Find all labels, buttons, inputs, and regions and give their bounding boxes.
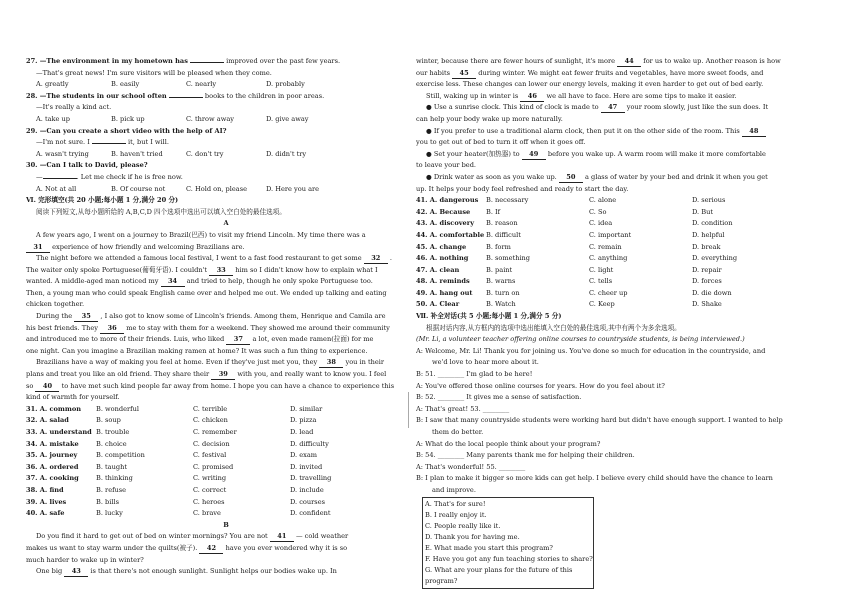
choice-option[interactable]: B. paint xyxy=(486,265,513,274)
answer-blank[interactable]: 42 xyxy=(199,544,223,554)
choice-row xyxy=(416,230,816,242)
choice-option[interactable]: 39. A. lives xyxy=(26,497,67,506)
answer-blank[interactable]: 41 xyxy=(270,532,294,542)
passage-text: experience of how friendly and welcoming Brazilians are. xyxy=(52,242,245,251)
choice-option[interactable]: C. So xyxy=(589,207,607,216)
answer-blank[interactable]: 43 xyxy=(64,567,88,577)
choice-option[interactable]: C. writing xyxy=(193,474,227,483)
passage-text: before you wake up. A warm room will make it more comfortable xyxy=(547,149,766,158)
passage-text: you to get out of bed to turn it off when it goes off. xyxy=(416,138,586,147)
passage-line xyxy=(26,369,426,381)
choice-option[interactable]: 47. A. clean xyxy=(416,265,460,274)
passage-text: our habits xyxy=(416,68,451,77)
passage-text: we all have to face. Here are some tips to make it easier. xyxy=(546,91,737,100)
passage-text: a glass of water by your bed and drink it when you get xyxy=(585,172,768,181)
passage-text: One big xyxy=(36,567,63,576)
choice-option[interactable]: 43. A. discovery xyxy=(416,219,475,228)
dialogue-line: B: I saw that many countryside students were working hard but didn't have enough support. I wanted to help xyxy=(416,416,783,425)
passage-text: . xyxy=(389,254,392,263)
choice-option[interactable]: B. difficult xyxy=(486,230,521,239)
answer-blank[interactable]: 45 xyxy=(452,69,476,79)
choice-option[interactable]: C. remain xyxy=(589,242,622,251)
choice-option[interactable]: C. Keep xyxy=(589,300,615,309)
passage-text: chicken together. xyxy=(26,300,85,309)
choice-option[interactable]: D. travelling xyxy=(290,474,332,483)
dialogue-line: B: 54. ________ Many parents thank me for helping their children. xyxy=(416,451,635,460)
choice-option[interactable]: 46. A. nothing xyxy=(416,254,469,263)
passage-line xyxy=(416,102,816,114)
choice-row xyxy=(416,276,816,288)
q27-reply: —That's great news! I'm sure visitors will be pleased when they come. xyxy=(36,68,272,77)
passage-text: your room slowly, just like the sun does. It xyxy=(626,103,769,112)
q28-stem: 28. —The students in our school often books to the children in poor areas. xyxy=(26,91,325,100)
passage-text: During the xyxy=(36,312,73,321)
dialogue-line: B: I plan to make it bigger so more kids can get help. I believe every child should have the chance to learn xyxy=(416,474,773,483)
choice-option[interactable]: 33. A. understand xyxy=(26,428,92,436)
choice-option[interactable]: 38. A. find xyxy=(26,485,64,494)
answer-blank[interactable]: 31 xyxy=(26,243,50,253)
choice-option[interactable]: D. invited xyxy=(290,462,323,471)
choice-option[interactable]: C. important xyxy=(589,230,632,239)
choice-option[interactable]: B. form xyxy=(486,242,511,251)
passage-text: winter, because there are fewer hours of sunlight, it's more xyxy=(416,57,616,65)
choice-option[interactable]: B. Watch xyxy=(486,300,516,309)
choice-option[interactable]: C. heroes xyxy=(193,497,225,506)
choice-option[interactable]: 37. A. cooking xyxy=(26,474,79,483)
dialogue-option[interactable]: E. What made you start this program? xyxy=(425,543,553,552)
passage-line xyxy=(26,543,426,555)
passage-line xyxy=(26,346,426,358)
dialogue-option[interactable]: C. People really like it. xyxy=(425,521,501,530)
answer-blank[interactable]: 40 xyxy=(35,382,59,392)
passage-text: me to stay with them for a weekend. They showed me around their community xyxy=(126,323,390,332)
choice-option[interactable]: C. idea xyxy=(589,219,613,228)
choice-option[interactable]: D. exam xyxy=(290,451,318,460)
choice-option[interactable]: C. correct xyxy=(193,485,227,494)
choice-option[interactable]: D. confident xyxy=(290,509,331,518)
choice-option[interactable]: B. taught xyxy=(96,462,127,471)
q29-options: A. wasn't trying B. haven't tried C. don't try D. didn't try xyxy=(36,149,307,158)
choice-option[interactable]: D. similar xyxy=(290,404,323,413)
choice-option[interactable]: D. difficulty xyxy=(290,439,329,448)
choice-option[interactable]: D. die down xyxy=(692,288,732,297)
choice-row xyxy=(416,253,816,265)
passage-text: you in their xyxy=(345,358,385,367)
passage-text: him so I didn't know how to explain what I xyxy=(235,265,378,274)
choice-row xyxy=(26,497,426,509)
passage-text: to leave your bed. xyxy=(416,161,477,170)
choice-option[interactable]: C. terrible xyxy=(193,404,228,413)
section-7-heading: Ⅶ. 补全对话(共 5 小题;每小题 1 分,满分 5 分) xyxy=(416,312,562,321)
choice-option[interactable]: 32. A. salad xyxy=(26,416,69,425)
section-6-heading: Ⅵ. 完形填空(共 20 小题;每小题 1 分,满分 20 分) xyxy=(26,196,179,205)
passage-text: Do you find it hard to get out of bed on winter mornings? You are not xyxy=(36,532,268,541)
section-7-instruction: 根据对话内容,从方框内的选项中选出能填入空白处的最佳选项,其中有两个为多余选项。 xyxy=(426,323,681,332)
passage-line xyxy=(26,288,426,300)
passage-text: Still, waking up in winter is xyxy=(426,91,519,100)
choice-row xyxy=(416,265,816,277)
answer-blank[interactable]: 33 xyxy=(209,266,233,276)
choice-option[interactable]: B. reason xyxy=(486,219,518,228)
dialogue-line: A: Welcome, Mr. Li! Thank you for joining us. You've done so much for education in the countryside, and xyxy=(416,346,766,355)
dialogue-options-box xyxy=(422,497,594,589)
passage-line xyxy=(416,79,816,91)
choice-option[interactable]: B. soup xyxy=(96,416,121,425)
passage-text: makes us want to stay warm under the quilts(被子). xyxy=(26,543,198,552)
choice-option[interactable]: 44. A. comfortable xyxy=(416,230,485,239)
choice-row xyxy=(416,218,816,230)
passage-line xyxy=(416,91,816,103)
q29-blank[interactable] xyxy=(92,143,126,144)
passage-text: plans and treat you like an old friend. They share their xyxy=(26,370,210,379)
choice-option[interactable]: D. helpful xyxy=(692,230,725,239)
passage-text: much harder to wake up in winter? xyxy=(26,555,144,564)
choice-option[interactable]: 41. A. dangerous xyxy=(416,196,479,205)
choice-row xyxy=(26,450,426,462)
choice-option[interactable]: D. pizza xyxy=(290,416,317,425)
choice-option[interactable]: B. thinking xyxy=(96,474,133,483)
left-column xyxy=(26,56,426,578)
choice-option[interactable]: B. necessary xyxy=(486,196,529,205)
section-6-instruction: 阅读下列短文,从每小题所给的 A,B,C,D 四个选项中选出可以填入空白处的最佳选项。 xyxy=(36,207,286,216)
choice-option[interactable]: C. brave xyxy=(193,509,221,518)
passage-line xyxy=(26,253,426,265)
passage-text: ● Set your heater(加热器) to xyxy=(426,149,520,158)
passage-line xyxy=(416,184,816,196)
choice-option[interactable]: C. cheer up xyxy=(589,288,628,297)
dialogue-line: we'd love to hear more about it. xyxy=(432,358,539,367)
choice-option[interactable]: 31. A. common xyxy=(26,404,82,413)
passage-text: The night before we attended a famous local festival, I went to a fast food restaurant to get some xyxy=(36,254,362,263)
passage-line xyxy=(26,555,426,567)
passage-text: so xyxy=(26,381,34,390)
passage-line xyxy=(26,334,426,346)
passage-text: and tried to help, though he only spoke Portuguese too. xyxy=(186,277,373,286)
choice-option[interactable]: D. break xyxy=(692,242,721,251)
q27-stem: 27. —The environment in my hometown has improved over the past few years. xyxy=(26,57,341,65)
passage-text: ● If you prefer to use a traditional alarm clock, then put it on the other side of the room. This xyxy=(426,126,740,135)
choice-option[interactable]: 50. A. Clear xyxy=(416,300,460,309)
passage-text: A few years ago, I went on a journey to Brazil(巴西) to visit my friend Lincoln. My time there was a xyxy=(36,230,366,239)
choice-option[interactable]: B. If xyxy=(486,207,501,216)
choice-option[interactable]: B. wonderful xyxy=(96,404,139,413)
passage-line xyxy=(416,126,816,138)
passage-text: his best friends. They xyxy=(26,323,99,332)
passage-text: ● Drink water as soon as you wake up. xyxy=(426,172,557,181)
choice-option[interactable]: D. everything xyxy=(692,254,738,263)
choice-option[interactable]: D. But xyxy=(692,207,713,216)
choice-option[interactable]: B. competition xyxy=(96,451,145,460)
passage-text: — cold weather xyxy=(295,532,349,541)
choice-option[interactable]: B. something xyxy=(486,254,531,263)
dialogue-line: B: 51. ________ I'm glad to be here! xyxy=(416,370,533,379)
passage-text: The waiter only spoke Portuguese(葡萄牙语). I couldn't xyxy=(26,265,208,274)
choice-option[interactable]: C. anything xyxy=(589,254,628,263)
choice-option[interactable]: 48. A. reminds xyxy=(416,277,470,286)
passage-line xyxy=(26,265,426,277)
answer-blank[interactable]: 48 xyxy=(742,127,766,137)
choice-option[interactable]: 34. A. mistake xyxy=(26,439,79,448)
passage-line xyxy=(416,68,816,80)
dialogue-line: A: You've offered those online courses for years. How do you feel about it? xyxy=(416,381,665,390)
choice-option[interactable]: 36. A. ordered xyxy=(26,462,79,471)
passage-line xyxy=(416,160,816,172)
answer-blank[interactable]: 49 xyxy=(522,150,546,160)
choice-option[interactable]: C. chicken xyxy=(193,416,228,425)
answer-blank[interactable]: 32 xyxy=(364,254,388,264)
choice-row xyxy=(26,415,426,427)
passage-text: up. It helps your body feel refreshed and ready to start the day. xyxy=(416,184,629,193)
passage-text: and introduced me to more of their friends. Luis, who liked xyxy=(26,335,225,344)
choice-option[interactable]: C. alone xyxy=(589,196,617,205)
passage-text: one night. Can you imagine a Brazilian making ramen at home? It was such a fun thing to experience. xyxy=(26,346,368,355)
dialogue xyxy=(416,346,816,497)
passage-text: kind of warmth for yourself. xyxy=(26,393,120,402)
passage-text: Brazilians have a way of making you feel at home. Even if they've just met you, they xyxy=(36,358,318,367)
passage-line xyxy=(416,137,816,149)
dialogue-option[interactable]: D. Thank you for having me. xyxy=(425,532,520,541)
dialogue-option[interactable]: G. What are your plans for the future of this program? xyxy=(425,565,573,585)
passage-line xyxy=(26,311,426,323)
q30-reply: — . Let me check if he is free now. xyxy=(36,172,183,181)
choice-row xyxy=(26,462,426,474)
answer-blank[interactable]: 38 xyxy=(319,358,343,368)
passage-line xyxy=(26,276,426,288)
answer-blank[interactable]: 35 xyxy=(74,312,98,322)
dialogue-line: A: That's great! 53. ________ xyxy=(416,404,510,413)
choice-option[interactable]: B. warns xyxy=(486,277,516,286)
passage-line xyxy=(26,531,426,543)
choice-option[interactable]: D. include xyxy=(290,485,324,494)
choice-row xyxy=(416,299,816,311)
choice-option[interactable]: B. lucky xyxy=(96,509,123,518)
passage-text: have you ever wondered why it is so xyxy=(225,543,348,552)
passage-line xyxy=(416,114,816,126)
choice-option[interactable]: 49. A. hang out xyxy=(416,288,473,297)
choice-option[interactable]: D. courses xyxy=(290,497,325,506)
choice-option[interactable]: 40. A. safe xyxy=(26,509,65,518)
choice-row xyxy=(26,427,426,439)
passage-text: a lot, even made ramen(拉面) for me xyxy=(252,335,374,344)
passage-line xyxy=(26,566,426,578)
passage-line xyxy=(26,230,426,242)
answer-blank[interactable]: 37 xyxy=(226,335,250,345)
passage-text: ● Use a sunrise clock. This kind of clock is made to xyxy=(426,103,599,112)
dialogue-option[interactable]: A. That's for sure! xyxy=(425,499,486,508)
dialogue-option[interactable]: F. Have you got any fun teaching stories to share? xyxy=(425,554,593,563)
choice-option[interactable]: D. lead xyxy=(290,428,314,436)
choice-row xyxy=(26,439,426,451)
q30-options: A. Not at all B. Of course not C. Hold on, please D. Here you are xyxy=(36,184,320,193)
choice-option[interactable]: 42. A. Because xyxy=(416,207,471,216)
passage-line xyxy=(26,381,426,393)
choice-option[interactable]: B. bills xyxy=(96,497,119,506)
passage-line xyxy=(26,392,426,404)
dialogue-line: and improve. xyxy=(432,485,476,494)
choice-option[interactable]: B. refuse xyxy=(96,485,127,494)
section-7-context: (Mr. Li, a volunteer teacher offering online courses to countryside students, is being interviewed.) xyxy=(416,335,745,344)
choice-option[interactable]: C. promised xyxy=(193,462,234,471)
choice-option[interactable]: C. tells xyxy=(589,277,613,286)
answer-blank[interactable]: 50 xyxy=(559,173,583,183)
choice-option[interactable]: C. light xyxy=(589,265,614,274)
choice-row xyxy=(416,195,816,207)
passage-line xyxy=(26,299,426,311)
q30-blank[interactable] xyxy=(43,178,77,179)
choice-row xyxy=(416,242,816,254)
choice-option[interactable]: D. condition xyxy=(692,219,733,228)
choice-option[interactable]: C. decision xyxy=(193,439,230,448)
q28-reply: —It's really a kind act. xyxy=(36,103,112,112)
q30-stem: 30. —Can I talk to David, please? xyxy=(26,161,148,170)
choice-row xyxy=(416,207,816,219)
passage-line xyxy=(416,149,816,161)
passage-text: for us to wake up. Another reason is how xyxy=(643,57,781,65)
choices-a xyxy=(26,404,426,520)
passage-line xyxy=(416,56,816,68)
choice-option[interactable]: D. repair xyxy=(692,265,722,274)
choice-row xyxy=(416,288,816,300)
q27-options: A. greatly B. easily C. nearly D. probably xyxy=(36,80,305,89)
choice-option[interactable]: B. choice xyxy=(96,439,127,448)
answer-blank[interactable]: 47 xyxy=(601,103,625,113)
choice-option[interactable]: B. turn on xyxy=(486,288,520,297)
passage-text: exercise less. These changes can lower our energy levels, making it even harder to get out of bed early. xyxy=(416,80,764,89)
choice-option[interactable]: B. trouble xyxy=(96,428,130,436)
dialogue-option[interactable]: B. I really enjoy it. xyxy=(425,510,487,519)
passage-line xyxy=(26,242,426,254)
column-divider xyxy=(408,392,409,428)
passage-text: Then, a young man who could speak English came over and helped me out. We ended up talking and eating xyxy=(26,288,387,297)
choice-option[interactable]: C. remember xyxy=(193,428,237,436)
passage-b-left xyxy=(26,531,426,577)
right-column xyxy=(416,56,816,589)
answer-blank[interactable]: 39 xyxy=(211,370,235,380)
passage-text: wanted. A middle-aged man noticed my xyxy=(26,277,159,286)
passage-a-label: A xyxy=(223,219,229,228)
passage-a xyxy=(26,230,426,404)
passage-b-right xyxy=(416,56,816,195)
q28-options: A. take up B. pick up C. throw away D. give away xyxy=(36,114,309,123)
choice-row xyxy=(26,404,426,416)
answer-blank[interactable]: 34 xyxy=(161,277,185,287)
passage-line xyxy=(416,172,816,184)
passage-text: , I also got to know some of Lincoln's friends. Among them, Henrique and Camila are xyxy=(100,312,386,321)
passage-text: is that there's not enough sunlight. Sunlight helps our bodies wake up. In xyxy=(90,567,337,576)
answer-blank[interactable]: 46 xyxy=(520,92,544,102)
answer-blank[interactable]: 44 xyxy=(617,57,641,67)
dialogue-line: them do better. xyxy=(432,428,484,436)
passage-text: to have met such kind people far away from home. I hope you can have a chance to experience this xyxy=(61,381,395,390)
dialogue-line: B: 52. ________ It gives me a sense of satisfaction. xyxy=(416,393,582,402)
answer-blank[interactable]: 36 xyxy=(100,324,124,334)
choice-option[interactable]: D. forces xyxy=(692,277,722,286)
q29-stem: 29. —Can you create a short video with the help of AI? xyxy=(26,126,227,135)
dialogue-line: A: What do the local people think about your program? xyxy=(416,439,601,448)
passage-b-label: B xyxy=(223,520,229,529)
choice-option[interactable]: D. Shake xyxy=(692,300,722,309)
passage-text: can help your body wake up more naturally. xyxy=(416,114,563,123)
choice-option[interactable]: D. serious xyxy=(692,196,726,205)
choice-option[interactable]: 45. A. change xyxy=(416,242,467,251)
q27-blank[interactable] xyxy=(190,62,224,63)
passage-line xyxy=(26,357,426,369)
choice-row xyxy=(26,508,426,520)
choice-row xyxy=(26,485,426,497)
choices-b xyxy=(416,195,816,311)
dialogue-line: A: That's wonderful! 55. ________ xyxy=(416,462,526,471)
passage-text: during winter. We might eat fewer fruits and vegetables, have more sweet foods, and xyxy=(478,68,764,77)
choice-row xyxy=(26,473,426,485)
passage-text: with you, and really want to know you. I feel xyxy=(237,370,387,379)
choice-option[interactable]: 35. A. journey xyxy=(26,451,78,460)
q29-reply: —I'm not sure. I it, but I will. xyxy=(36,138,169,147)
q28-blank[interactable] xyxy=(169,97,203,98)
passage-line xyxy=(26,323,426,335)
choice-option[interactable]: C. festival xyxy=(193,451,227,460)
